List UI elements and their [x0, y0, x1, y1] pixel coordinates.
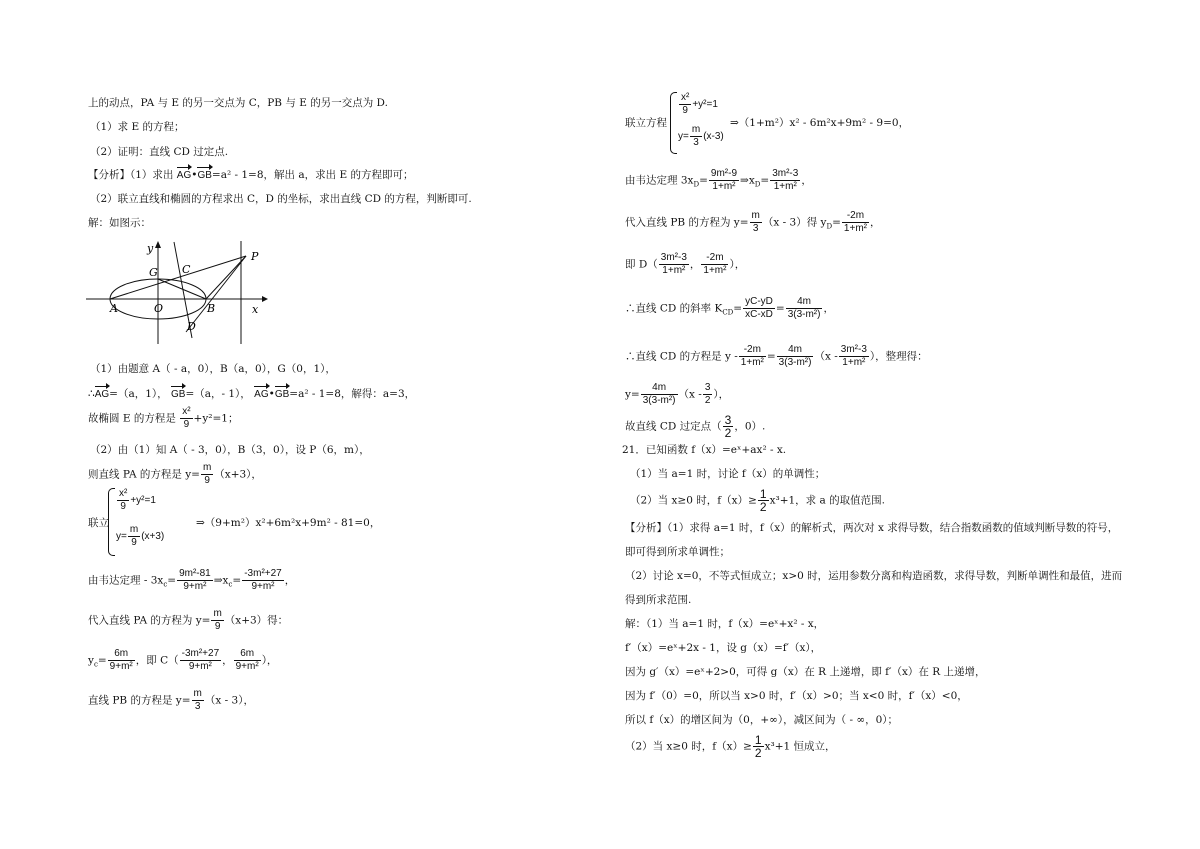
- diagram-label: O: [154, 302, 164, 315]
- fixed-point-line: 故直线 CD 过定点（ $\frac{3}{2}$ ，0）.: [625, 413, 766, 440]
- text-line: （2）讨论 x=0，不等式恒成立；x>0 时，运用参数分离和构造函数，求得导数，判断单调性和最值，进而: [625, 570, 1123, 582]
- text-line: 解：如图示：: [88, 217, 151, 229]
- line-pa-equation: 则直线 PA 的方程是 y= $\frac{m}{9}$ （x+3），: [88, 462, 262, 486]
- text-line: （2）由（1）知 A（ - 3，0），B（3，0），设 P（6，m），: [90, 444, 370, 456]
- diagram-label: G: [149, 266, 158, 279]
- diagram-label: A: [110, 302, 118, 315]
- text-line: 因为 f′（0）=0，所以当 x>0 时，f′（x）>0；当 x<0 时，f′（x）<0，: [625, 690, 968, 702]
- text-line: 【分析】（1）求得 a=1 时，f（x）的解析式，两次对 x 求得导数，结合指数函数的值域判断导数的符号，: [625, 522, 1119, 534]
- diagram-label: B: [207, 302, 216, 315]
- text-line: （2）联立直线和椭圆的方程求出 C，D 的坐标，求出直线 CD 的方程，判断即可.: [90, 193, 472, 205]
- cd-equation-line: ∴直线 CD 的方程是 y - $\frac{-2m}{\text{1+m²}}$ = $\frac{4m}{\text{3(3-m²)}}$ （x - $\frac{\text{3m²-3}}{\text{1+m²}}$ ），整理得：: [625, 344, 928, 368]
- diagram-label: D: [187, 320, 196, 333]
- substitute-line: 代入直线 PA 的方程为 y= $\frac{m}{9}$ （x+3）得：: [88, 608, 289, 632]
- text-line: 即可得到所求单调性；: [625, 546, 730, 558]
- point-d-line: 即 D（ $\frac{\text{3m²-3}}{\text{1+m²}}$ ， $\frac{-2m}{\text{1+m²}}$ ），: [625, 252, 746, 276]
- text-line: ⇒（9+m²）x²+6m²x+9m² - 81=0，: [196, 517, 381, 529]
- slope-line: ∴直线 CD 的斜率 $K_{CD}=$ $\frac{yC-yD}{xC-xD}$ = $\frac{4m}{\text{3(3-m²)}}$ ，: [625, 296, 834, 320]
- text-line: 因为 g′（x）=eˣ+2>0，可得 g（x）在 R 上递增，即 f′（x）在 R 上递增，: [625, 666, 986, 678]
- text-line: ⇒（1+m²）x² - 6m²x+9m² - 9=0，: [730, 117, 910, 129]
- diagram-label: C: [182, 263, 191, 276]
- text-line: （1）求 E 的方程；: [90, 121, 185, 133]
- text-line: （1）由题意 A（ - a，0），B（a，0），G（0，1），: [90, 363, 336, 375]
- point-c-line: $y_c=$ $\frac{6m}{\text{9+m²}}$ ，即 C（ $\frac{\text{-3m²+27}}{\text{9+m²}}$ ， $\frac{6m}{\text{9+m²}}$ ），: [88, 648, 278, 672]
- text-line: （2）当 x≥0 时，f（x）≥ $\frac{1}{2}$ x³+1，求 a 的取值范围.: [630, 487, 885, 514]
- ellipse-diagram: [86, 236, 276, 346]
- text-line: （1）当 a=1 时，讨论 f（x）的单调性；: [630, 468, 826, 480]
- system-label: 联立方程: [625, 117, 667, 129]
- vieta-line: 由韦达定理 - $3x_c=$ $\frac{\text{9m²-81}}{\text{9+m²}}$ $\Rightarrow x_c=$ $\frac{\text{-3m²+27}}{\text{9+m²}}$ ，: [88, 568, 296, 592]
- text-line: f′（x）=eˣ+2x - 1，设 g（x）=f′（x），: [625, 642, 822, 654]
- substitute-line: 代入直线 PB 的方程为 y= $\frac{m}{3}$ （x - 3）得 $y_D=$ $\frac{-2m}{\text{1+m²}}$ ，: [625, 210, 881, 234]
- analysis-line: 【分析】（1）求出 AG•GB=a² - 1=8，解出 a，求出 E 的方程即可；: [88, 169, 414, 181]
- equation-system: $\frac{\text{x²}}{9}$ +y²=1 y= $\frac{m}{9}$ (x+3): [108, 488, 228, 556]
- diagram-label: y: [147, 242, 154, 255]
- text-line: （2）当 x≥0 时，f（x）≥ $\frac{1}{2}$ x³+1 恒成立，: [625, 733, 836, 760]
- ellipse-equation-line: 故椭圆 E 的方程是 $\frac{\text{x²}}{9}$ +y²=1；: [88, 406, 239, 430]
- line-pb-equation: 直线 PB 的方程是 y= $\frac{m}{3}$ （x - 3），: [88, 688, 254, 712]
- diagram-label: x: [252, 303, 259, 316]
- text-line: （2）证明：直线 CD 过定点.: [90, 146, 229, 158]
- text-line: 所以 f（x）的增区间为（0，+∞），减区间为（ - ∞，0）；: [625, 714, 899, 726]
- vector-line: ∴AG=（a，1）， GB=（a，- 1）， AG•GB=a² - 1=8，解得：a=3，: [88, 388, 416, 400]
- vieta-line: 由韦达定理 $3x_D=$ $\frac{\text{9m²-9}}{\text{1+m²}}$ $\Rightarrow x_D=$ $\frac{\text{3m²-3}}{\text{1+m²}}$ ，: [625, 168, 812, 192]
- text-line: 上的动点，PA 与 E 的另一交点为 C，PB 与 E 的另一交点为 D.: [88, 97, 388, 109]
- text-line: 得到所求范围.: [625, 594, 692, 606]
- problem-21-title: 21．已知函数 f（x）=eˣ+ax² - x.: [622, 444, 787, 456]
- equation-system: $\frac{\text{x²}}{9}$ +y²=1 y= $\frac{m}{3}$ (x-3): [670, 92, 790, 154]
- cd-simplified-line: y= $\frac{4m}{\text{3(3-m²)}}$ （x - $\frac{3}{2}$ ），: [625, 382, 730, 406]
- system-label: 联立: [88, 517, 109, 529]
- diagram-label: P: [251, 250, 259, 263]
- text-line: 解：（1）当 a=1 时，f（x）=eˣ+x² - x，: [625, 618, 825, 630]
